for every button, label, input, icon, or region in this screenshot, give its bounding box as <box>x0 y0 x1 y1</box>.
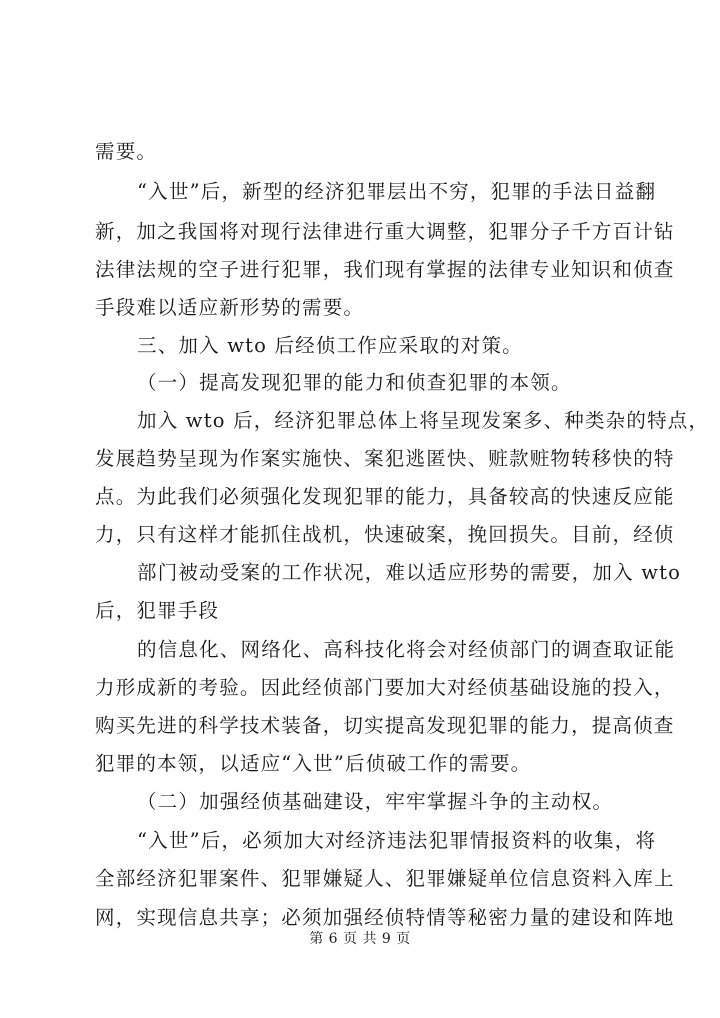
text-line: 点。为此我们必须强化发现犯罪的能力，具备较高的快速反应能 <box>95 485 675 508</box>
text-line: 犯罪的本领，以适应“入世”后侦破工作的需要。 <box>95 752 532 775</box>
text-line: （二）加强经侦基础建设，牢牢掌握斗争的主动权。 <box>137 790 614 813</box>
text-line: 网，实现信息共享；必须加强经侦特情等秘密力量的建设和阵地 <box>95 906 675 929</box>
text-line: 的信息化、网络化、高科技化将会对经侦部门的调查取证能 <box>137 638 676 661</box>
text-line: 需要。 <box>95 140 158 163</box>
text-line: 部门被动受案的工作状况，难以适应形势的需要，加入 wto <box>137 561 682 584</box>
text-line: 全部经济犯罪案件、犯罪嫌疑人、犯罪嫌疑单位信息资料入库上 <box>95 867 675 890</box>
text-line: 手段难以适应新形势的需要。 <box>95 296 365 319</box>
text-line: （一）提高发现犯罪的能力和侦查犯罪的本领。 <box>137 371 572 394</box>
text-line: 购买先进的科学技术装备，切实提高发现犯罪的能力，提高侦查 <box>95 714 675 737</box>
text-line: 力，只有这样才能抓住战机，快速破案，挽回损失。目前，经侦 <box>95 523 675 546</box>
text-line: “入世”后，必须加大对经济违法犯罪情报资料的收集，将 <box>137 829 657 852</box>
page-footer: 第 6 页 共 9 页 <box>309 931 411 947</box>
text-line: 加入 wto 后，经济犯罪总体上将呈现发案多、种类杂的特点， <box>137 409 710 432</box>
text-line: 新，加之我国将对现行法律进行重大调整，犯罪分子千方百计钻 <box>95 220 675 243</box>
text-line: 后，犯罪手段 <box>95 599 220 622</box>
text-line: 法律法规的空子进行犯罪，我们现有掌握的法律专业知识和侦查 <box>95 258 675 281</box>
text-line: 三、加入 wto 后经侦工作应采取的对策。 <box>137 334 523 357</box>
text-line: 力形成新的考验。因此经侦部门要加大对经侦基础设施的投入， <box>95 676 675 699</box>
text-line: “入世”后，新型的经济犯罪层出不穷，犯罪的手法日益翻 <box>137 180 657 203</box>
text-line: 发展趋势呈现为作案实施快、案犯逃匿快、赃款赃物转移快的特 <box>95 447 675 470</box>
